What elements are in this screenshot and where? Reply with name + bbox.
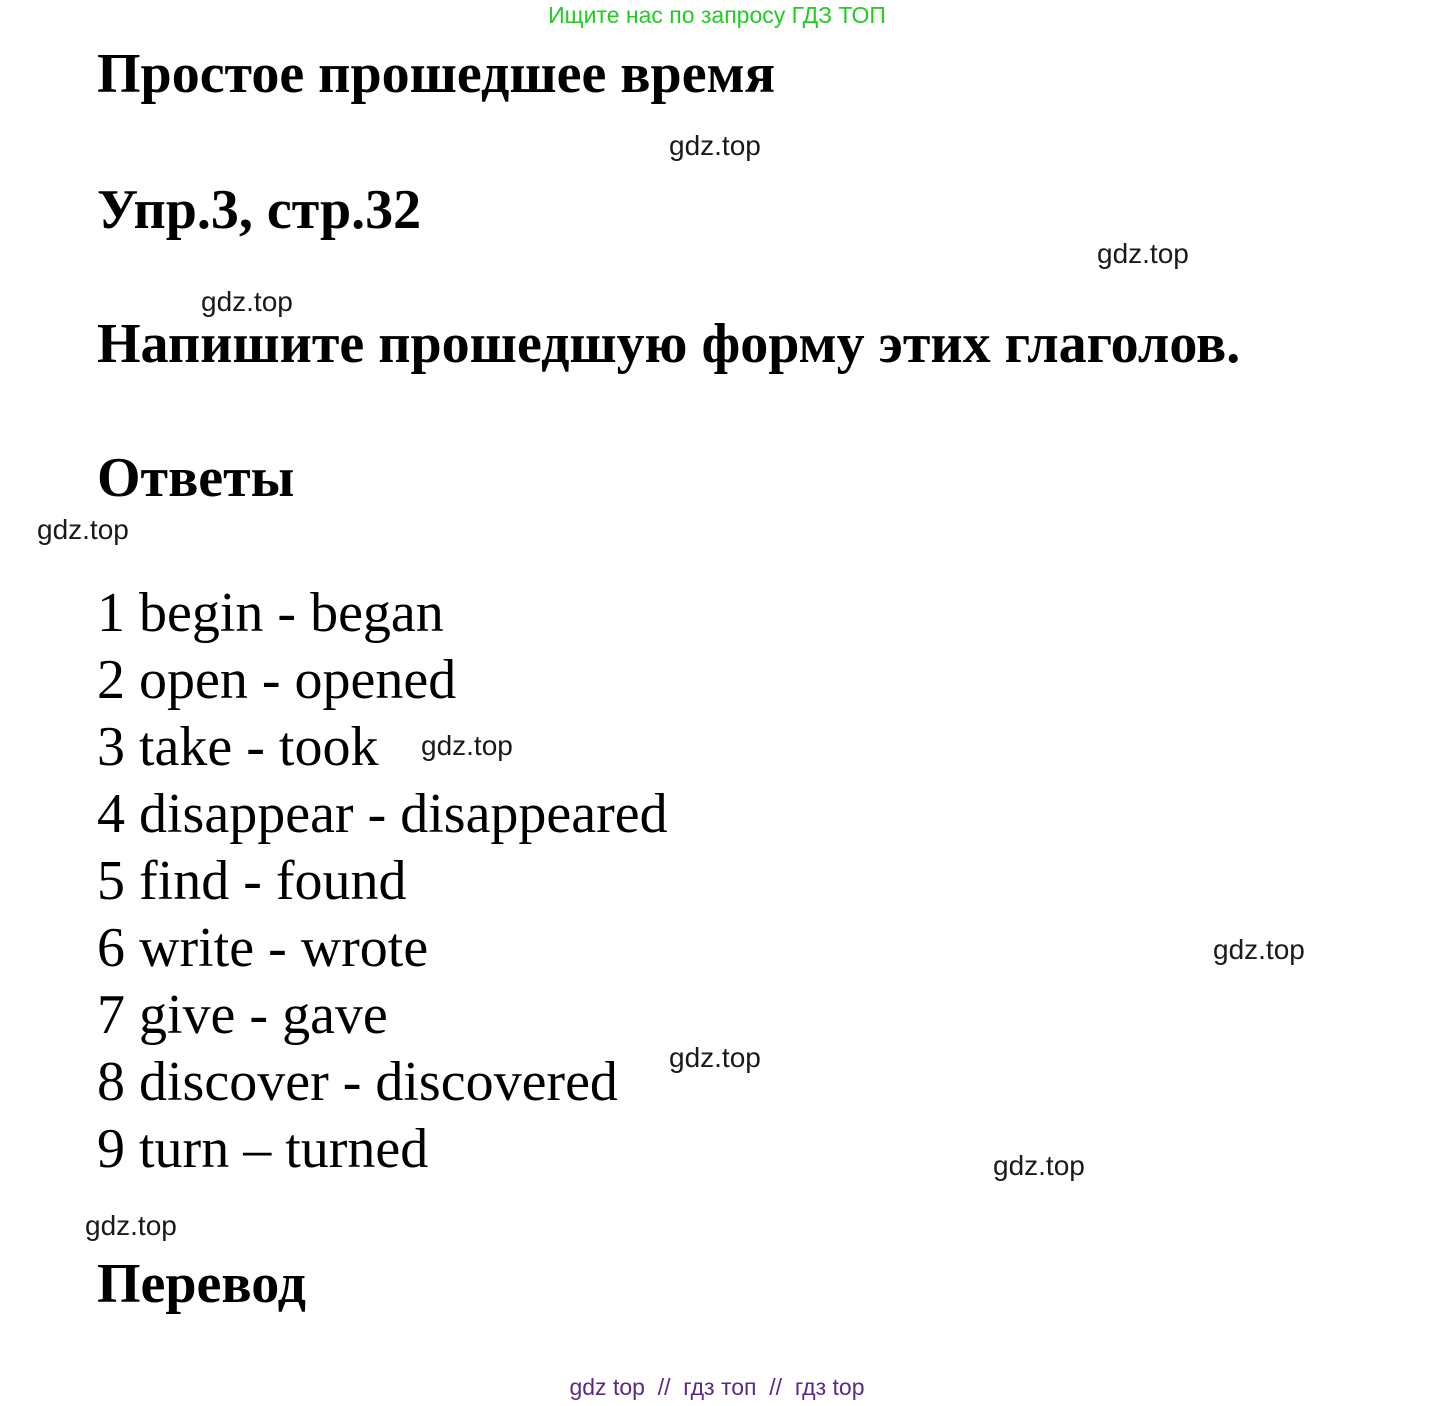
watermark: gdz.top	[421, 730, 513, 761]
search-banner: Ищите нас по запросу ГДЗ ТОП	[548, 2, 886, 28]
answer-item: 8 discover - discovered	[97, 1051, 618, 1113]
answer-item: 6 write - wrote	[97, 917, 429, 979]
watermark: gdz.top	[37, 514, 129, 545]
page-title: Простое прошедшее время	[97, 43, 775, 105]
answers-list	[97, 580, 668, 1183]
exercise-heading: Упр.3, стр.32	[97, 179, 422, 241]
answer-item: 4 disappear - disappeared	[97, 783, 668, 845]
watermark: gdz.top	[85, 1210, 177, 1241]
answer-item: 1 begin - began	[97, 582, 444, 644]
watermark: gdz.top	[669, 130, 761, 161]
footer-watermark: gdz top // гдз топ // гдз top	[569, 1374, 865, 1400]
answer-item: 5 find - found	[97, 850, 407, 912]
task-heading: Напишите прошедшую форму этих глаголов.	[97, 313, 1241, 375]
answer-item: 9 turn – turned	[97, 1118, 429, 1180]
answers-heading: Ответы	[97, 447, 295, 509]
watermark: gdz.top	[201, 286, 293, 317]
answer-item: 2 open - opened	[97, 649, 457, 711]
answer-item: 3 take - took	[97, 716, 379, 778]
translation-heading: Перевод	[97, 1253, 306, 1315]
watermark: gdz.top	[1097, 238, 1189, 269]
watermark: gdz.top	[669, 1042, 761, 1073]
watermark: gdz.top	[993, 1150, 1085, 1181]
answer-item: 7 give - gave	[97, 984, 388, 1046]
watermark: gdz.top	[1213, 934, 1305, 965]
